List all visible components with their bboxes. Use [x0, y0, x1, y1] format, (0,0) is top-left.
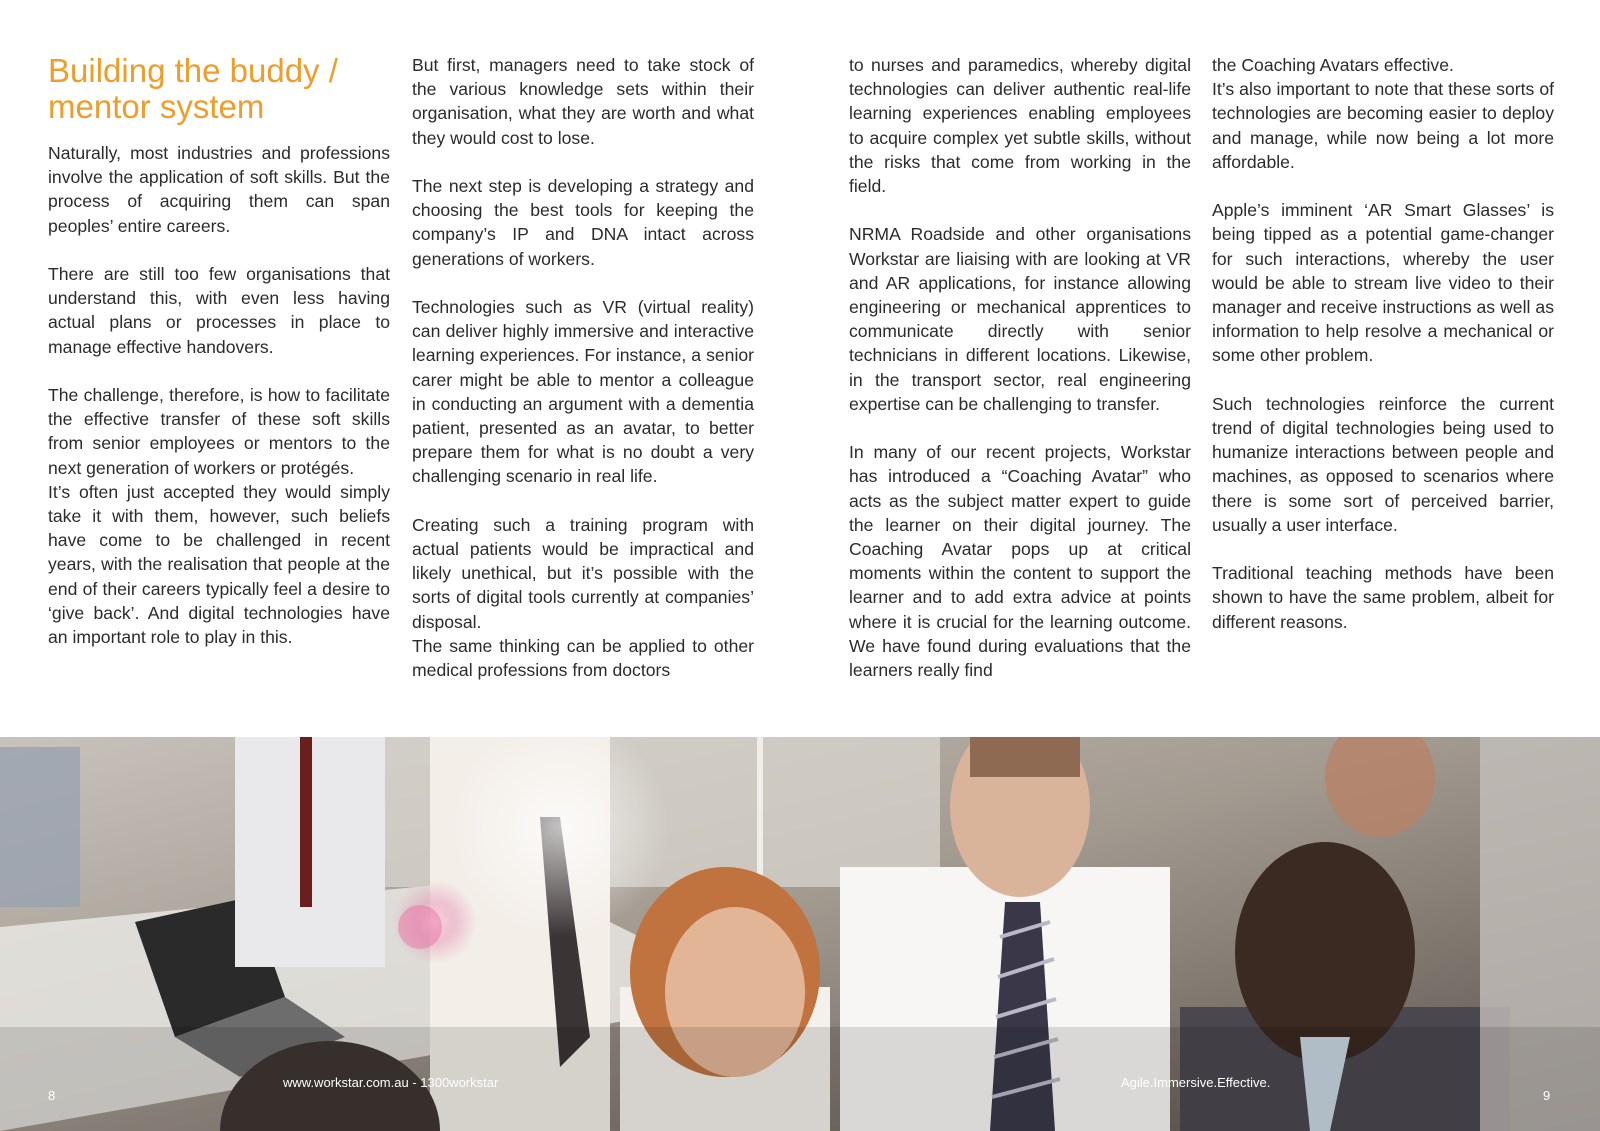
paragraph: Naturally, most industries and professions involve the application of soft skills. But the process of acquiring them can span peoples’ entire careers.	[48, 143, 390, 236]
paragraph: The next step is developing a strategy and choosing the best tools for keeping the company’s IP and DNA intact across generations of workers.	[412, 176, 754, 269]
paragraph: Creating such a training program with actual patients would be impractical and likely unethical, but it’s possible with the sorts of digital tools currently at companies’ disposal.	[412, 514, 754, 632]
article-column-4	[1212, 53, 1554, 634]
paragraph: Apple’s imminent ‘AR Smart Glasses’ is being tipped as a potential game-changer for such interactions, whereby the user would be able to stream live video to their manager and receive instructions as well as information to help resolve a mechanical or some other problem.	[1212, 200, 1554, 366]
page-number-right: 9	[1543, 1088, 1551, 1103]
paragraph: Technologies such as VR (virtual reality) can deliver highly immersive and interactive learning experiences. For instance, a senior carer might be able to mentor a colleague in conducting an argument with a dementia patient, presented as an avatar, to better prepare them for what is no doubt a very challenging scenario in real life.	[412, 297, 754, 487]
paragraph: There are still too few organisations that understand this, with even less having actual plans or processes in place to manage effective handovers.	[48, 264, 390, 357]
paragraph: the Coaching Avatars effective.	[1212, 55, 1454, 75]
article-heading: Building the buddy / mentor system	[48, 52, 338, 125]
paragraph: It’s also important to note that these sorts of technologies are becoming easier to deploy and manage, while now being a lot more affordable.	[1212, 79, 1554, 172]
page-number-left: 8	[48, 1088, 56, 1103]
office-team-illustration	[0, 737, 1600, 1131]
paragraph: Such technologies reinforce the current trend of digital technologies being used to humanize interactions between people and machines, as opposed to scenarios where there is some sort of perceived barrier, usually a user interface.	[1212, 393, 1554, 535]
paragraph: Traditional teaching methods have been shown to have the same problem, albeit for different reasons.	[1212, 563, 1554, 632]
paragraph: The challenge, therefore, is how to facilitate the effective transfer of these soft skills from senior employees or mentors to the next generation of workers or protégés.	[48, 385, 390, 478]
paragraph: It’s often just accepted they would simply take it with them, however, such beliefs have come to be challenged in recent years, with the realisation that people at the end of their careers typically feel a desire to ‘give back’. And digital technologies have an important role to play in this.	[48, 481, 390, 648]
paragraph: In many of our recent projects, Workstar has introduced a “Coaching Avatar” who acts as the subject matter expert to guide the learner on their digital journey. The Coaching Avatar pops up at critical moments within the content to support the learner and to add extra advice at points where it is crucial for the learning outcome. We have found during evaluations that the learners really find	[849, 442, 1191, 681]
article-column-1	[48, 53, 390, 649]
footer-tagline: Agile.Immersive.Effective.	[1121, 1075, 1271, 1090]
paragraph: But first, managers need to take stock of the various knowledge sets within their organisation, what they are worth and what they would cost to lose.	[412, 55, 754, 148]
paragraph: to nurses and paramedics, whereby digital technologies can deliver authentic real-life learning experiences enabling employees to acquire complex yet subtle skills, without the risks that come from working in the field.	[849, 55, 1191, 197]
paragraph: NRMA Roadside and other organisations Workstar are liaising with are looking at VR and AR applications, for instance allowing engineering or mechanical apprentices to communicate directly with senior technicians in different locations. Likewise, in the transport sector, real engineering expertise can be challenging to transfer.	[849, 224, 1191, 414]
footer-website: www.workstar.com.au - 1300workstar	[283, 1075, 499, 1090]
article-column-3	[849, 53, 1191, 682]
paragraph: The same thinking can be applied to other medical professions from doctors	[412, 635, 754, 681]
article-column-2	[412, 53, 754, 682]
office-team-photo	[0, 737, 1600, 1131]
